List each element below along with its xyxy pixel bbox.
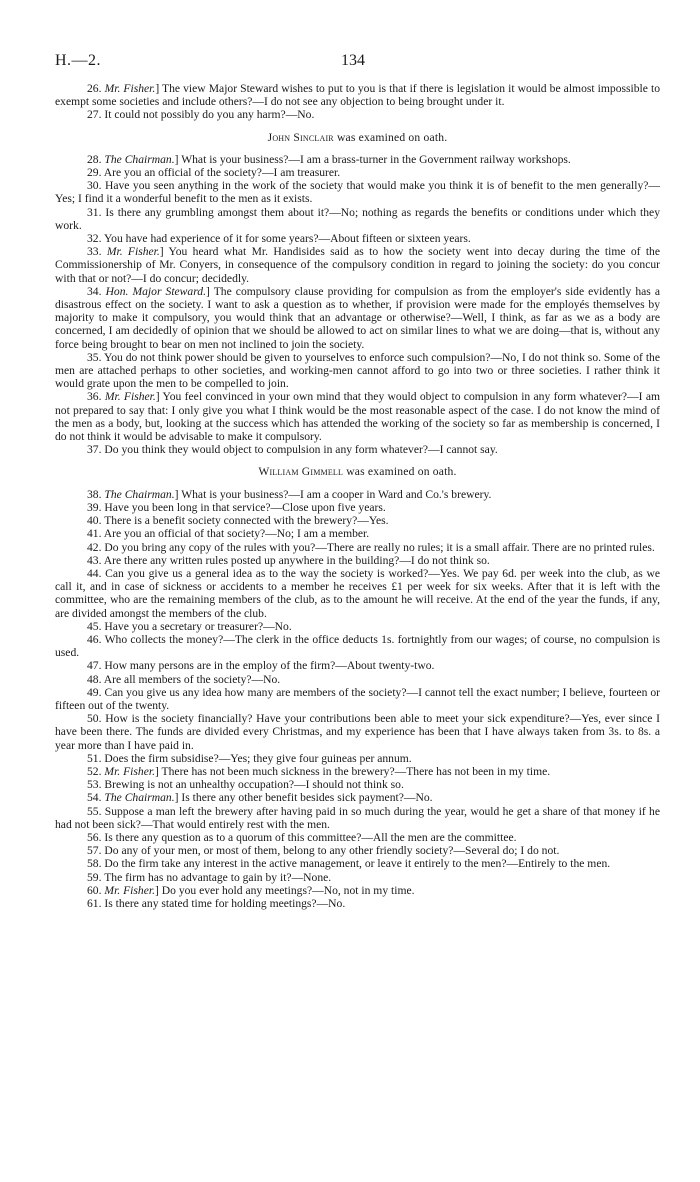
- question-paragraph: [55, 443, 660, 456]
- question-text: You heard what Mr. Handisides said as to how the society went into decay during the time of the Commissionership of Mr. Conyers, in consequence of the compulsory condition in regard to joining the society: do you concur with that or not?—I do concur; decidedly.: [55, 245, 660, 285]
- question-number: 44.: [87, 566, 102, 580]
- question-number: 54.: [87, 791, 102, 805]
- question-number: 38.: [87, 487, 102, 501]
- question-number: 48.: [87, 672, 102, 686]
- speaker-name: Mr. Fisher.: [106, 245, 160, 259]
- question-paragraph: [55, 108, 660, 121]
- question-paragraph: [55, 567, 660, 620]
- question-text: Is there any grumbling amongst them about it?—No; nothing as regards the benefits or conditions under which they work.: [55, 205, 660, 232]
- question-paragraph: [55, 712, 660, 752]
- question-number: 53.: [87, 778, 102, 792]
- question-number: 45.: [87, 619, 102, 633]
- question-text: What is your business?—I am a brass-turner in the Government railway workshops.: [178, 152, 571, 166]
- question-paragraph: [55, 659, 660, 672]
- question-text: Have you been long in that service?—Close upon five years.: [104, 500, 386, 514]
- question-number: 42.: [87, 540, 102, 554]
- testimony-block-3: [55, 488, 660, 911]
- question-number: 60.: [87, 883, 102, 897]
- question-paragraph: 54. The Chairman.] Is there any other benefit besides sick payment?—No.: [87, 791, 433, 805]
- question-paragraph: [55, 206, 660, 232]
- question-paragraph: [55, 554, 660, 567]
- page-header: [55, 40, 660, 69]
- testimony-block-2: [55, 153, 660, 457]
- document-body: [55, 82, 660, 910]
- question-text: How is the society financially? Have your contributions been able to meet your sick expenditure?—Yes, ever since I have been there. The funds are divided every Christmas, and my experience has been that I have always taken from 3s. to 8s. a year more than I have paid in.: [55, 712, 660, 752]
- question-number: 51.: [87, 751, 102, 765]
- question-number: 55.: [87, 804, 102, 818]
- question-paragraph: [55, 805, 660, 831]
- question-number: 31.: [87, 205, 102, 219]
- question-text: Have you seen anything in the work of the society that would make you think it is of benefit to the men generally?—Yes; I find it a wonderful benefit to the men as it exists.: [55, 179, 660, 206]
- question-number: 30.: [87, 179, 102, 193]
- question-text: Does the firm subsidise?—Yes; they give four guineas per annum.: [104, 751, 412, 765]
- question-number: 61.: [87, 896, 102, 910]
- question-paragraph: [55, 686, 660, 712]
- question-paragraph: [55, 897, 660, 910]
- question-text: Brewing is not an unhealthy occupation?—I should not think so.: [104, 778, 404, 792]
- question-number: 35.: [87, 350, 102, 364]
- question-paragraph: [55, 514, 660, 527]
- speaker-name: Mr. Fisher.: [104, 883, 155, 897]
- question-paragraph: [55, 871, 660, 884]
- question-text: There has not been much sickness in the brewery?—There has not been in my time.: [158, 764, 551, 778]
- question-paragraph: [55, 752, 660, 765]
- question-number: 37.: [87, 443, 102, 457]
- question-number: 27.: [87, 108, 102, 122]
- witness-heading-text: was examined on oath.: [343, 465, 457, 479]
- question-paragraph: [55, 166, 660, 179]
- question-text: There is a benefit society connected with the brewery?—Yes.: [104, 514, 389, 528]
- question-text: Can you give us a general idea as to the way the society is worked?—Yes. We pay 6d. per week into the club, as we call it, and in case of sickness or accidents to a member he receives £1 per week for six weeks. After that it is left with the committee, who are the remaining members of the club, as to the amount he will receive. At the end of the year the funds, if any, are divided amongst the members of the club.: [55, 566, 660, 620]
- document-page: [55, 40, 661, 910]
- question-text: Suppose a man left the brewery after having paid in so much during the year, would he get a share of that money if he had not been sick?—That would entirely rest with the men.: [55, 804, 660, 831]
- question-text: The view Major Steward wishes to put to you is that if there is legislation it would be almost impossible to exempt some societies and include others?—I do not see any objection to being brought under it.: [55, 82, 660, 109]
- question-number: 50.: [87, 712, 102, 726]
- question-number: 59.: [87, 870, 102, 884]
- question-text: Who collects the money?—The clerk in the office deducts 1s. fortnightly from our wages; of course, no compulsion is used.: [55, 632, 660, 660]
- witness-name: John Sinclair: [267, 130, 334, 144]
- question-number: 39.: [87, 500, 102, 514]
- speaker-name: Mr. Fisher.: [104, 390, 156, 404]
- question-text: Are there any written rules posted up anywhere in the building?—I do not think so.: [103, 553, 490, 567]
- question-paragraph: 28. The Chairman.] What is your business?—I am a brass-turner in the Government railway workshops.: [87, 152, 571, 166]
- question-paragraph: 38. The Chairman.] What is your business?—I am a cooper in Ward and Co.'s brewery.: [87, 487, 492, 501]
- question-number: 36.: [87, 390, 102, 404]
- question-text: You have had experience of it for some years?—About fifteen or sixteen years.: [103, 232, 471, 246]
- question-text: Is there any question as to a quorum of this committee?—All the men are the committee.: [104, 830, 517, 844]
- question-text: What is your business?—I am a cooper in Ward and Co.'s brewery.: [178, 487, 492, 501]
- question-paragraph: 26. Mr. Fisher.] The view Major Steward wishes to put to you is that if there is legislation it would be almost impossible to exempt some societies and include others?—I do not see any objection to being brought under it.: [55, 82, 660, 109]
- question-number: 49.: [87, 685, 102, 699]
- question-number: 26.: [87, 82, 102, 95]
- question-number: 34.: [87, 284, 102, 298]
- question-text: Are you an official of the society?—I am treasurer.: [103, 166, 341, 180]
- question-paragraph: 52. Mr. Fisher.] There has not been much sickness in the brewery?—There has not been in my time.: [87, 764, 551, 778]
- question-number: 57.: [87, 844, 102, 858]
- question-number: 29.: [87, 166, 102, 180]
- speaker-name: The Chairman.: [104, 487, 175, 501]
- question-paragraph: [55, 527, 660, 540]
- page-number: 134: [341, 52, 365, 69]
- question-number: 40.: [87, 514, 102, 528]
- question-paragraph: 33. Mr. Fisher.] You heard what Mr. Handisides said as to how the society went into decay during the time of the Commissionership of Mr. Conyers, in consequence of the compulsory condition in regard to joining the society: do you concur with that or not?—I do concur; decidedly.: [55, 245, 660, 285]
- question-paragraph: [55, 831, 660, 844]
- question-text: Have you a secretary or treasurer?—No.: [104, 619, 292, 633]
- witness-heading-text: was examined on oath.: [333, 130, 448, 144]
- question-text: Do the firm take any interest in the active management, or leave it entirely to the men?—Entirely to the men.: [104, 857, 611, 871]
- question-text: Do you bring any copy of the rules with you?—There are really no rules; it is a small affair. There are no printed rules.: [104, 540, 655, 554]
- question-text: Do you ever hold any meetings?—No, not in my time.: [158, 883, 415, 897]
- speaker-name: The Chairman.: [104, 152, 175, 166]
- question-paragraph: [55, 541, 660, 554]
- witness-heading-2: [55, 465, 660, 478]
- speaker-name: Mr. Fisher.: [104, 82, 156, 95]
- question-text: Are you an official of that society?—No; I am a member.: [103, 527, 370, 541]
- question-text: How many persons are in the employ of the firm?—About twenty-two.: [104, 659, 435, 673]
- witness-name: William Gimmell: [258, 465, 344, 479]
- question-text: Are all members of the society?—No.: [103, 672, 281, 686]
- question-paragraph: [55, 620, 660, 633]
- question-paragraph: [55, 501, 660, 514]
- question-text: You do not think power should be given to yourselves to enforce such compulsion?—No, I do not think so. Some of the men are attached perhaps to other societies, and working-men cannot afford to go into two or three societies. I rather think it would grate upon the men to be compelled to join.: [55, 350, 660, 391]
- witness-heading-1: [55, 131, 660, 144]
- testimony-block-1: [55, 82, 660, 122]
- question-paragraph: 60. Mr. Fisher.] Do you ever hold any meetings?—No, not in my time.: [87, 883, 415, 897]
- question-text: Do any of your men, or most of them, belong to any other friendly society?—Several do; I do not.: [104, 844, 560, 858]
- question-text: Is there any other benefit besides sick payment?—No.: [178, 791, 433, 805]
- question-text: The compulsory clause providing for compulsion as from the employer's side evidently has a disastrous effect on the society. I want to ask a question as to whether, if provision were made for the employés themselves by majority to make it compulsory, you would think that an advantage or otherwise?—Well, I think, as far as we as a body are concerned, I am decidedly of opinion that we should be allowed to act on similar lines to what we are doing—that is, without any force being brought to bear on men not inclined to join the society.: [55, 284, 661, 351]
- question-paragraph: 34. Hon. Major Steward.] The compulsory clause providing for compulsion as from the employer's side evidently has a disastrous effect on the society. I want to ask a question as to whether, if provision were made for the employés themselves by majority to make it compulsory, you would think that an advantage or otherwise?—Well, I think, as far as we as a body are concerned, I am decidedly of opinion that we should be allowed to act on similar lines to what we are doing—that is, without any force being brought to bear on men not inclined to join the society.: [55, 284, 661, 351]
- question-text: It could not possibly do you any harm?—No.: [104, 108, 315, 122]
- question-paragraph: [55, 633, 660, 659]
- question-number: 28.: [87, 152, 102, 166]
- document-reference: H.—2.: [55, 52, 102, 69]
- question-paragraph: [55, 232, 660, 245]
- question-paragraph: [55, 179, 660, 205]
- question-number: 32.: [87, 232, 102, 246]
- speaker-name: The Chairman.: [104, 791, 175, 805]
- question-paragraph: 36. Mr. Fisher.] You feel convinced in your own mind that they would object to compulsion in any form whatever?—I am not prepared to say that: I only give you what I think would be the most reasonable aspect of the case. I do not know the mind of the men as a body, but, looking at the success which has attended the working of the society so far as membership is concerned, I do not think it would be advisable to make it compulsory.: [55, 390, 660, 444]
- question-number: 33.: [87, 245, 102, 259]
- question-text: You feel convinced in your own mind that they would object to compulsion in any form whatever?—I am not prepared to say that: I only give you what I think would be the most reasonable aspect of the case. I do not know the mind of the men as a body, but, looking at the success which has attended the working of the society so far as membership is concerned, I do not think it would be advisable to make it compulsory.: [55, 390, 660, 444]
- question-text: Is there any stated time for holding meetings?—No.: [104, 896, 346, 910]
- question-paragraph: [55, 778, 660, 791]
- question-number: 43.: [87, 553, 102, 567]
- question-number: 58.: [87, 857, 102, 871]
- question-text: Do you think they would object to compulsion in any form whatever?—I cannot say.: [104, 443, 498, 457]
- question-paragraph: [55, 351, 660, 391]
- question-text: Can you give us any idea how many are members of the society?—I cannot tell the exact number; I believe, fourteen or fifteen out of the twenty.: [55, 685, 661, 712]
- speaker-name: Hon. Major Steward.: [105, 284, 206, 298]
- speaker-name: Mr. Fisher.: [104, 764, 155, 778]
- question-paragraph: [55, 844, 660, 857]
- question-number: 41.: [87, 527, 102, 541]
- question-paragraph: [55, 673, 660, 686]
- question-text: The firm has no advantage to gain by it?—None.: [104, 870, 332, 884]
- question-number: 56.: [87, 830, 102, 844]
- question-number: 46.: [87, 632, 102, 646]
- question-paragraph: [55, 857, 660, 870]
- question-number: 52.: [87, 764, 102, 778]
- question-number: 47.: [87, 659, 102, 673]
